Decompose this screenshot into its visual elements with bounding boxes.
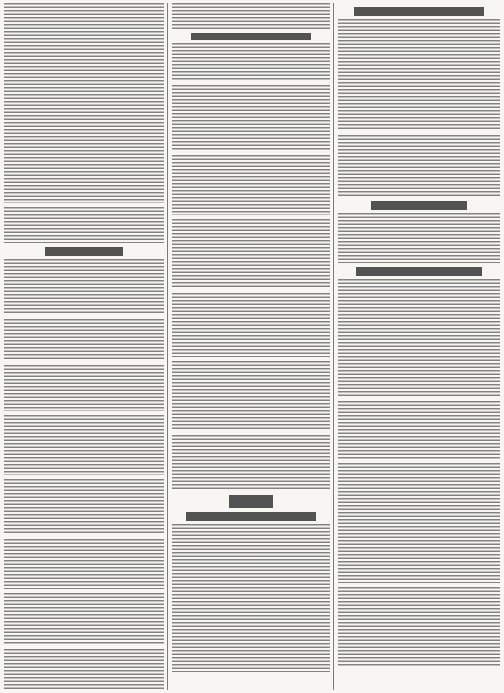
section-heading-bar [354,7,484,16]
article-text-block [4,649,164,689]
article-text-block [338,279,500,397]
article-text-block [338,587,500,667]
article-text-block [4,365,164,411]
article-text-block [172,435,330,491]
article-text-block [172,85,330,151]
middle-column [171,3,331,690]
article-text-block [172,361,330,431]
section-heading-bar [45,247,123,256]
right-column [337,3,501,690]
article-text-block [338,135,500,197]
article-text-block [4,259,164,315]
section-heading-bar [371,201,467,210]
article-text-block [172,155,330,215]
column-rule [167,3,168,690]
section-heading-bar [356,267,482,276]
article-text-block [172,524,330,672]
section-subheading-bar [186,512,316,521]
section-heading-bar [191,33,311,40]
left-column [3,3,165,690]
article-text-block [4,3,164,203]
article-text-block [338,213,500,263]
article-text-block [4,539,164,589]
article-text-block [172,219,330,289]
article-text-block [4,207,164,243]
article-text-block [338,463,500,583]
article-text-block [172,43,330,81]
section-heading-bar [229,495,273,508]
article-text-block [4,593,164,645]
article-text-block [172,293,330,357]
article-text-block [4,319,164,361]
article-text-block [172,3,330,29]
article-text-block [338,401,500,459]
article-text-block [4,479,164,535]
column-rule [333,3,334,690]
article-text-block [4,415,164,475]
article-text-block [338,19,500,131]
